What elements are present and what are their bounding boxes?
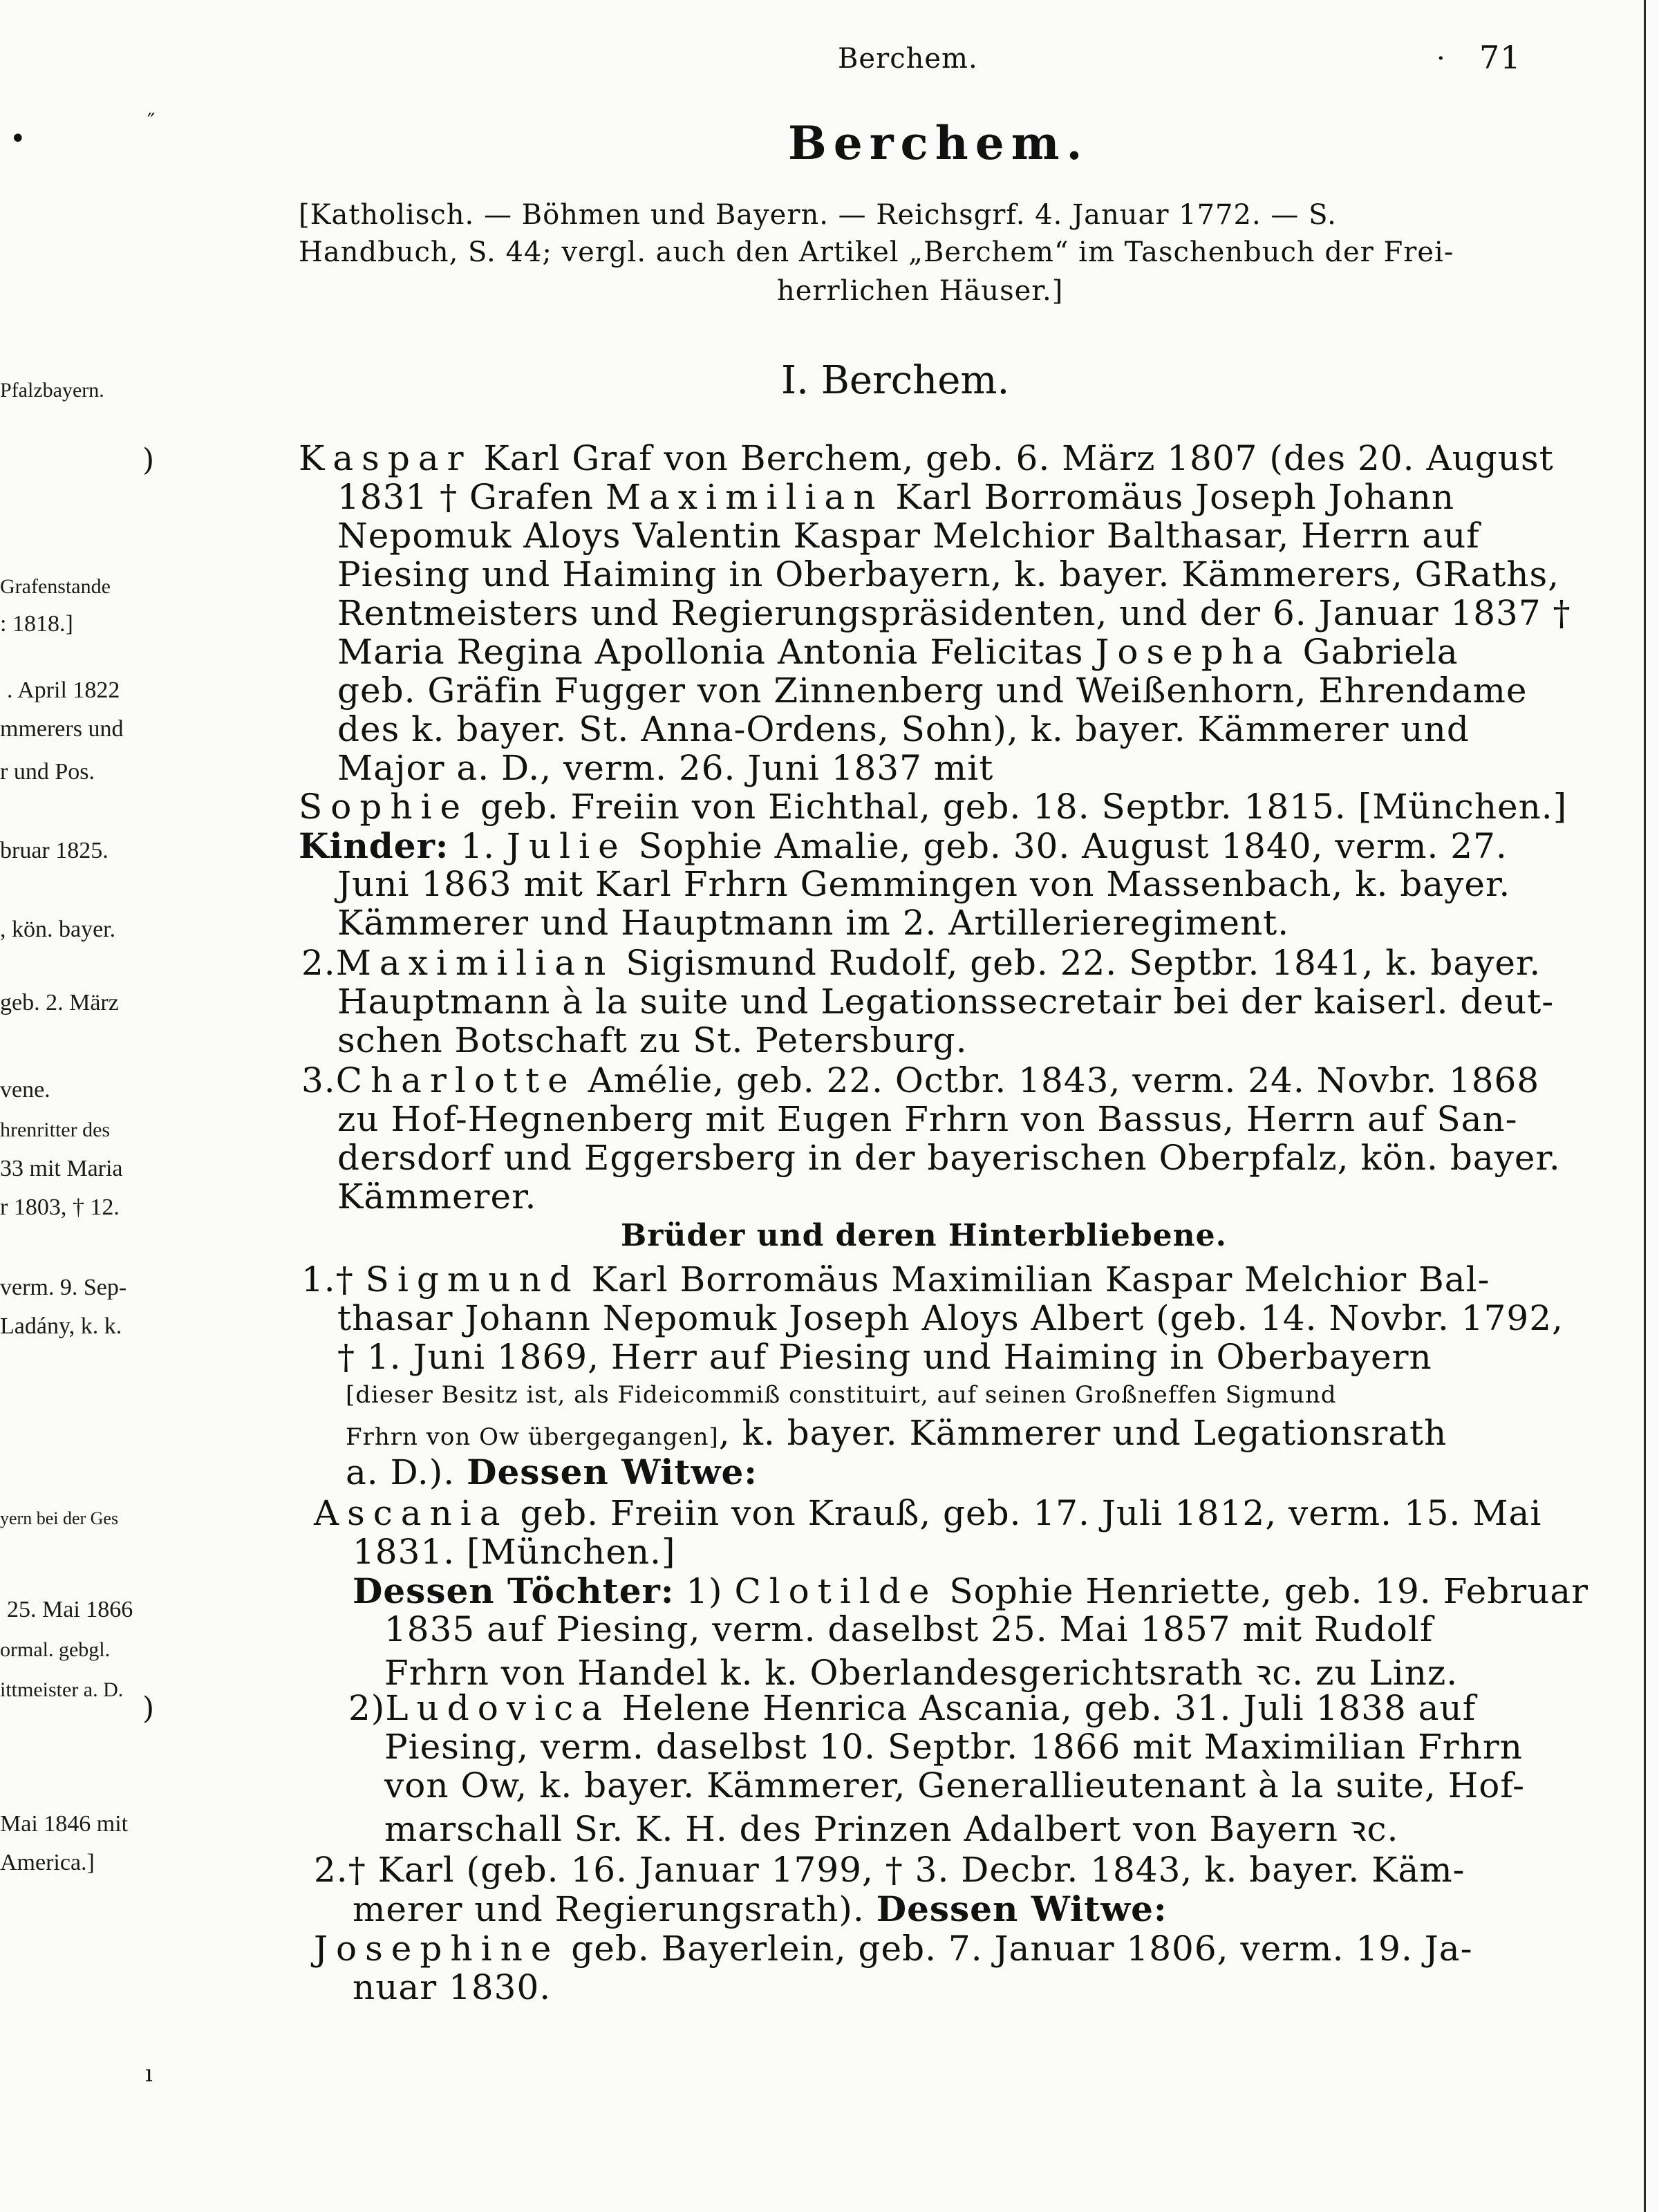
margin-dot: • [10, 123, 26, 155]
margin-fragment: verm. 9. Sep- [0, 1275, 127, 1300]
daughter-entry: 2)Ludovica Helene Henrica Ascania, geb. 31. Juli 1838 auf [348, 1688, 1477, 1728]
entry-line: Frhrn von Handel k. k. Oberlandesgerichtsrath ꝛc. zu Linz. [384, 1653, 1459, 1693]
entry-line: des k. bayer. St. Anna-Ordens, Sohn), k. bayer. Kämmerer und [337, 709, 1470, 749]
child-entry: 3.Charlotte Amélie, geb. 22. Octbr. 1843, verm. 24. Novbr. 1868 [301, 1060, 1540, 1100]
margin-fragment: yern bei der Ges [0, 1508, 119, 1528]
page-number: 71 [1479, 39, 1521, 76]
margin-fragment: Pfalzbayern. [0, 379, 104, 402]
margin-fragment: r und Pos. [0, 759, 95, 785]
widow-label: Dessen Witwe: [467, 1452, 758, 1492]
margin-fragment: 25. Mai 1866 [7, 1597, 133, 1622]
widow-entry: Ascania geb. Freiin von Krauß, geb. 17. Juli 1812, verm. 15. Mai [314, 1493, 1542, 1533]
person-name: Kaspar [299, 438, 472, 478]
entry-line: schen Botschaft zu St. Petersburg. [337, 1020, 968, 1060]
entry-line: 1835 auf Piesing, verm. daselbst 25. Mai 1857 mit Rudolf [384, 1609, 1434, 1649]
person-name: Josephine [314, 1929, 560, 1969]
entry-line: 1831. [München.] [353, 1532, 676, 1572]
margin-fragment: . April 1822 [7, 677, 120, 703]
margin-fragment: ormal. gebgl. [0, 1638, 111, 1661]
daughter-entry: Dessen Töchter: 1) Clotilde Sophie Henriette, geb. 19. Februar [353, 1571, 1589, 1611]
person-name: Ludovica [385, 1688, 610, 1728]
entry-line: Juni 1863 mit Karl Frhrn Gemmingen von Massenbach, k. bayer. [337, 864, 1511, 904]
margin-fragment: America.] [0, 1850, 95, 1875]
entry-line: Piesing, verm. daselbst 10. Septbr. 1866 mit Maximilian Frhrn [384, 1727, 1523, 1767]
person-name: Maximilian [335, 943, 615, 983]
entry-line: merer und Regierungsrath). Dessen Witwe: [353, 1888, 1168, 1929]
entry-line: thasar Johann Nepomuk Joseph Aloys Albert (geb. 14. Novbr. 1792, [337, 1298, 1564, 1338]
intro-line: [Katholisch. — Böhmen und Bayern. — Reichsgrf. 4. Januar 1772. — S. [299, 199, 1337, 231]
margin-fragment: hrenritter des [0, 1118, 111, 1141]
daughters-label: Dessen Töchter: [353, 1571, 675, 1611]
children-label: Kinder: [299, 825, 449, 866]
brothers-heading: Brüder und deren Hinterbliebene. [621, 1218, 1227, 1253]
margin-dot: ı [145, 2060, 153, 2088]
widow-label: Dessen Witwe: [876, 1888, 1168, 1929]
child-entry: 2.Maximilian Sigismund Rudolf, geb. 22. Septbr. 1841, k. bayer. [301, 943, 1541, 983]
margin-fragment: geb. 2. März [0, 990, 119, 1015]
margin-fragment: bruar 1825. [0, 838, 109, 863]
entry-line: marschall Sr. K. H. des Prinzen Adalbert von Bayern ꝛc. [384, 1809, 1399, 1849]
entry-line: a. D.). Dessen Witwe: [346, 1452, 758, 1492]
margin-fragment: Grafenstande [0, 575, 111, 598]
margin-fragment: Ladány, k. k. [0, 1313, 122, 1339]
entry-line: 1.† Sigmund Karl Borromäus Maximilian Kaspar Melchior Bal- [301, 1259, 1490, 1300]
right-edge-rule [1644, 0, 1646, 2212]
margin-fragment: mmerers und [0, 716, 124, 742]
margin-fragment: ittmeister a. D. [0, 1678, 124, 1701]
wife-entry: Sophie geb. Freiin von Eichthal, geb. 18. Septbr. 1815. [München.] [299, 787, 1568, 827]
margin-fragment: vene. [0, 1077, 50, 1103]
entry-line: Rentmeisters und Regierungspräsidenten, und der 6. Januar 1837 † [337, 593, 1571, 633]
entry-line: dersdorf und Eggersberg in der bayerischen Oberpfalz, kön. bayer. [337, 1138, 1561, 1178]
person-name: Clotilde [734, 1571, 938, 1611]
entry-line: Kämmerer. [337, 1177, 537, 1217]
entry-line: Hauptmann à la suite und Legationssecretair bei der kaiserl. deut- [337, 982, 1555, 1022]
margin-bracket: ) [142, 442, 155, 478]
person-name: Josepha [1095, 632, 1291, 672]
margin-fragment: Mai 1846 mit [0, 1811, 129, 1837]
entry-line: geb. Gräfin Fugger von Zinnenberg und Weißenhorn, Ehrendame [337, 671, 1528, 711]
intro-line: herrlichen Häuser.] [777, 275, 1064, 307]
person-name: Julie [506, 826, 627, 866]
margin-bracket: ) [142, 1691, 155, 1726]
person-name: Sigmund [365, 1259, 580, 1300]
child-entry: Kinder: 1. Julie Sophie Amalie, geb. 30. August 1840, verm. 27. [299, 825, 1508, 866]
entry-line: Nepomuk Aloys Valentin Kaspar Melchior Balthasar, Herrn auf [337, 516, 1480, 556]
page-title: Berchem. [788, 116, 1089, 170]
running-head: Berchem. [838, 43, 978, 75]
margin-fragment: : 1818.] [0, 611, 73, 637]
person-name: Ascania [314, 1493, 509, 1533]
widow-entry: Josephine geb. Bayerlein, geb. 7. Januar 1806, verm. 19. Ja- [314, 1929, 1473, 1969]
margin-fragment: , kön. bayer. [0, 917, 116, 942]
entry-line: Kaspar Karl Graf von Berchem, geb. 6. März 1807 (des 20. August [299, 438, 1554, 478]
margin-fragment: 33 mit Maria [0, 1156, 123, 1181]
entry-line: † 1. Juni 1869, Herr auf Piesing und Haiming in Oberbayern [337, 1337, 1432, 1377]
person-name: Charlotte [335, 1060, 577, 1100]
entry-line: Piesing und Haiming in Oberbayern, k. bayer. Kämmerers, GRaths, [337, 554, 1560, 594]
entry-line: zu Hof-Hegnenberg mit Eugen Frhrn von Bassus, Herrn auf San- [337, 1099, 1518, 1139]
person-name: Sophie [299, 787, 469, 827]
header-dot: · [1436, 43, 1445, 75]
entry-line: Kämmerer und Hauptmann im 2. Artillerieregiment. [337, 903, 1290, 943]
entry-line: Maria Regina Apollonia Antonia Felicitas Josepha Gabriela [337, 632, 1459, 672]
entry-line: von Ow, k. bayer. Kämmerer, Generallieutenant à la suite, Hof- [384, 1765, 1526, 1806]
entry-note: [dieser Besitz ist, als Fideicommiß constituirt, auf seinen Großneffen Sigmund [346, 1381, 1337, 1409]
section-title: I. Berchem. [781, 358, 1010, 403]
margin-dot: ˝ [145, 111, 156, 135]
person-name: Maximilian [605, 477, 884, 517]
entry-line: nuar 1830. [353, 1967, 552, 2007]
entry-line: Major a. D., verm. 26. Juni 1837 mit [337, 748, 994, 788]
entry-line: 2.† Karl (geb. 16. Januar 1799, † 3. Decbr. 1843, k. bayer. Käm- [314, 1850, 1465, 1890]
margin-fragment: r 1803, † 12. [0, 1194, 120, 1220]
entry-line: Frhrn von Ow übergegangen], k. bayer. Kämmerer und Legationsrath [346, 1413, 1447, 1453]
intro-line: Handbuch, S. 44; vergl. auch den Artikel „Berchem“ im Taschenbuch der Frei- [299, 236, 1454, 268]
entry-line: 1831 † Grafen Maximilian Karl Borromäus Joseph Johann [337, 477, 1455, 517]
